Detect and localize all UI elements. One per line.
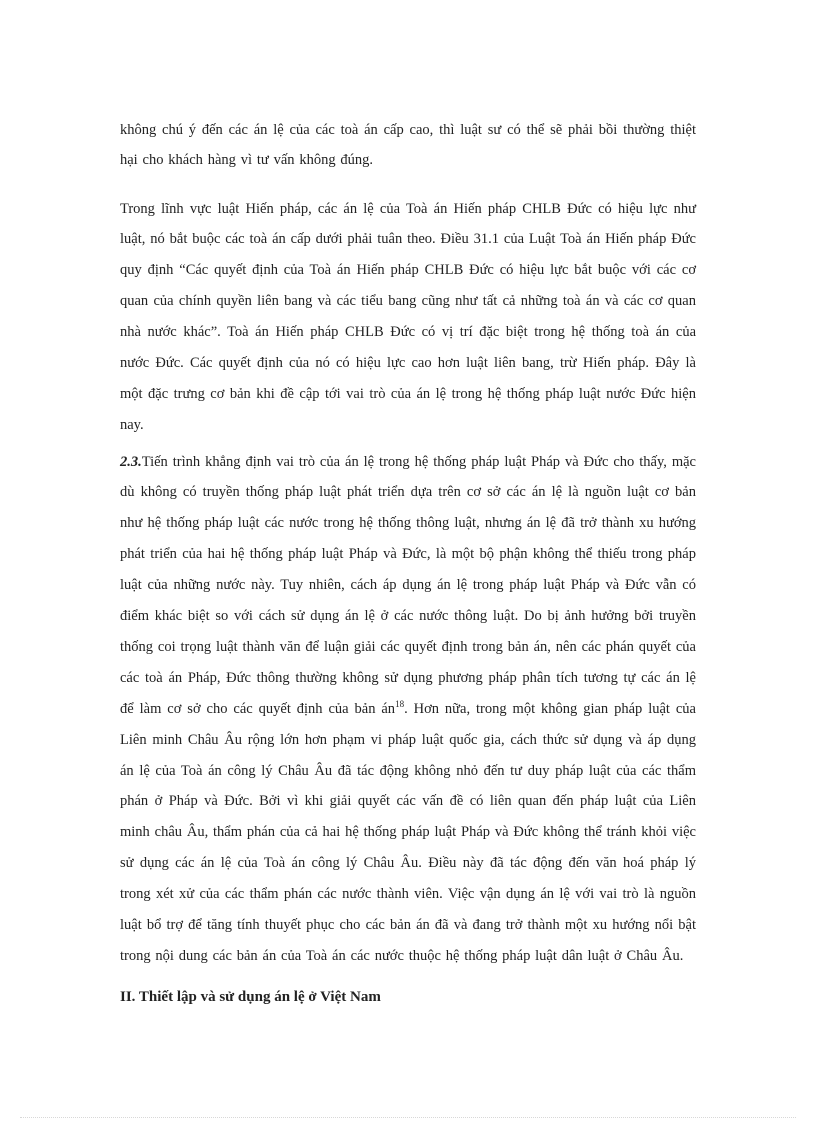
paragraph-section-2-3-text-part-2: . Hơn nữa, trong một không gian pháp luật của Liên minh Châu Âu rộng lớn hơn phạm vi pháp luật quốc gia, cách thức sử dụng và áp dụng án lệ của Toà án công lý Châu Âu đã tác động không nhỏ đến tư duy pháp luật của các thẩm phán ở Pháp và Đức. Bởi vì khi giải quyết các vấn đề có liên quan đến pháp luật của Liên minh châu Âu, thẩm phán của cả hai hệ thống pháp luật Pháp và Đức không thể tránh khỏi việc sử dụng các án lệ của Toà án công lý Châu Âu. Điều này đã tác động đến văn hoá pháp lý trong xét xử của các thẩm phán các nước thành viên. Việc vận dụng án lệ với vai trò là nguồn luật bổ trợ để tăng tính thuyết phục cho các bản án đã và đang trở thành một xu hướng nổi bật trong nội dung các bản án của Toà án các nước thuộc hệ thống pháp luật dân luật ở Châu Âu. (120, 700, 696, 964)
paragraph-section-2-3 (120, 447, 696, 972)
paragraph-continuation: không chú ý đến các án lệ của các toà án cấp cao, thì luật sư có thể sẽ phải bồi thường thiệt hại cho khách hàng vì tư vấn không đúng. (120, 121, 696, 169)
footnote-reference-18[interactable]: 18 (395, 698, 405, 709)
section-number-2-3: 2.3. (120, 453, 142, 470)
section-heading-vietnam: II. Thiết lập và sử dụng án lệ ở Việt Nam (120, 989, 381, 1005)
paragraph-constitutional-court: Trong lĩnh vực luật Hiến pháp, các án lệ của Toà án Hiến pháp CHLB Đức có hiệu lực như luật, nó bắt buộc các toà án cấp dưới phải tuân theo. Điều 31.1 của Luật Toà án Hiến pháp Đức quy định “Các quyết định của Toà án Hiến pháp CHLB Đức có hiệu lực bắt buộc với các cơ quan của chính quyền liên bang và các tiểu bang cũng như tất cả những toà án và các cơ quan nhà nước khác”. Toà án Hiến pháp CHLB Đức có vị trí đặc biệt trong hệ thống toà án của nước Đức. Các quyết định của nó có hiệu lực cao hơn luật liên bang, trừ Hiến pháp. Đây là một đặc trưng cơ bản khi đề cập tới vai trò của án lệ trong hệ thống pháp luật nước Đức hiện nay. (120, 200, 696, 433)
paragraph-section-2-3-text-part-1: Tiến trình khẳng định vai trò của án lệ trong hệ thống pháp luật Pháp và Đức cho thấy, mặc dù không có truyền thống pháp luật phát triển dựa trên cơ sở các án lệ là nguồn luật cơ bản như hệ thống pháp luật các nước trong hệ thống thông luật, nhưng án lệ đã trở thành xu hướng phát triển của hai hệ thống pháp luật Pháp và Đức, là một bộ phận không thể thiếu trong pháp luật của những nước này. Tuy nhiên, cách áp dụng án lệ trong pháp luật Pháp và Đức vẫn có điểm khác biệt so với cách sử dụng án lệ ở các nước thông luật. Do bị ảnh hưởng bởi truyền thống coi trọng luật thành văn để luận giải các quyết định trong bản án, nên các phán quyết của các toà án Pháp, Đức thông thường không sử dụng phương pháp phân tích tương tự các án lệ để làm cơ sở cho các quyết định của bản án (120, 453, 696, 717)
page-bottom-divider (20, 1117, 796, 1118)
